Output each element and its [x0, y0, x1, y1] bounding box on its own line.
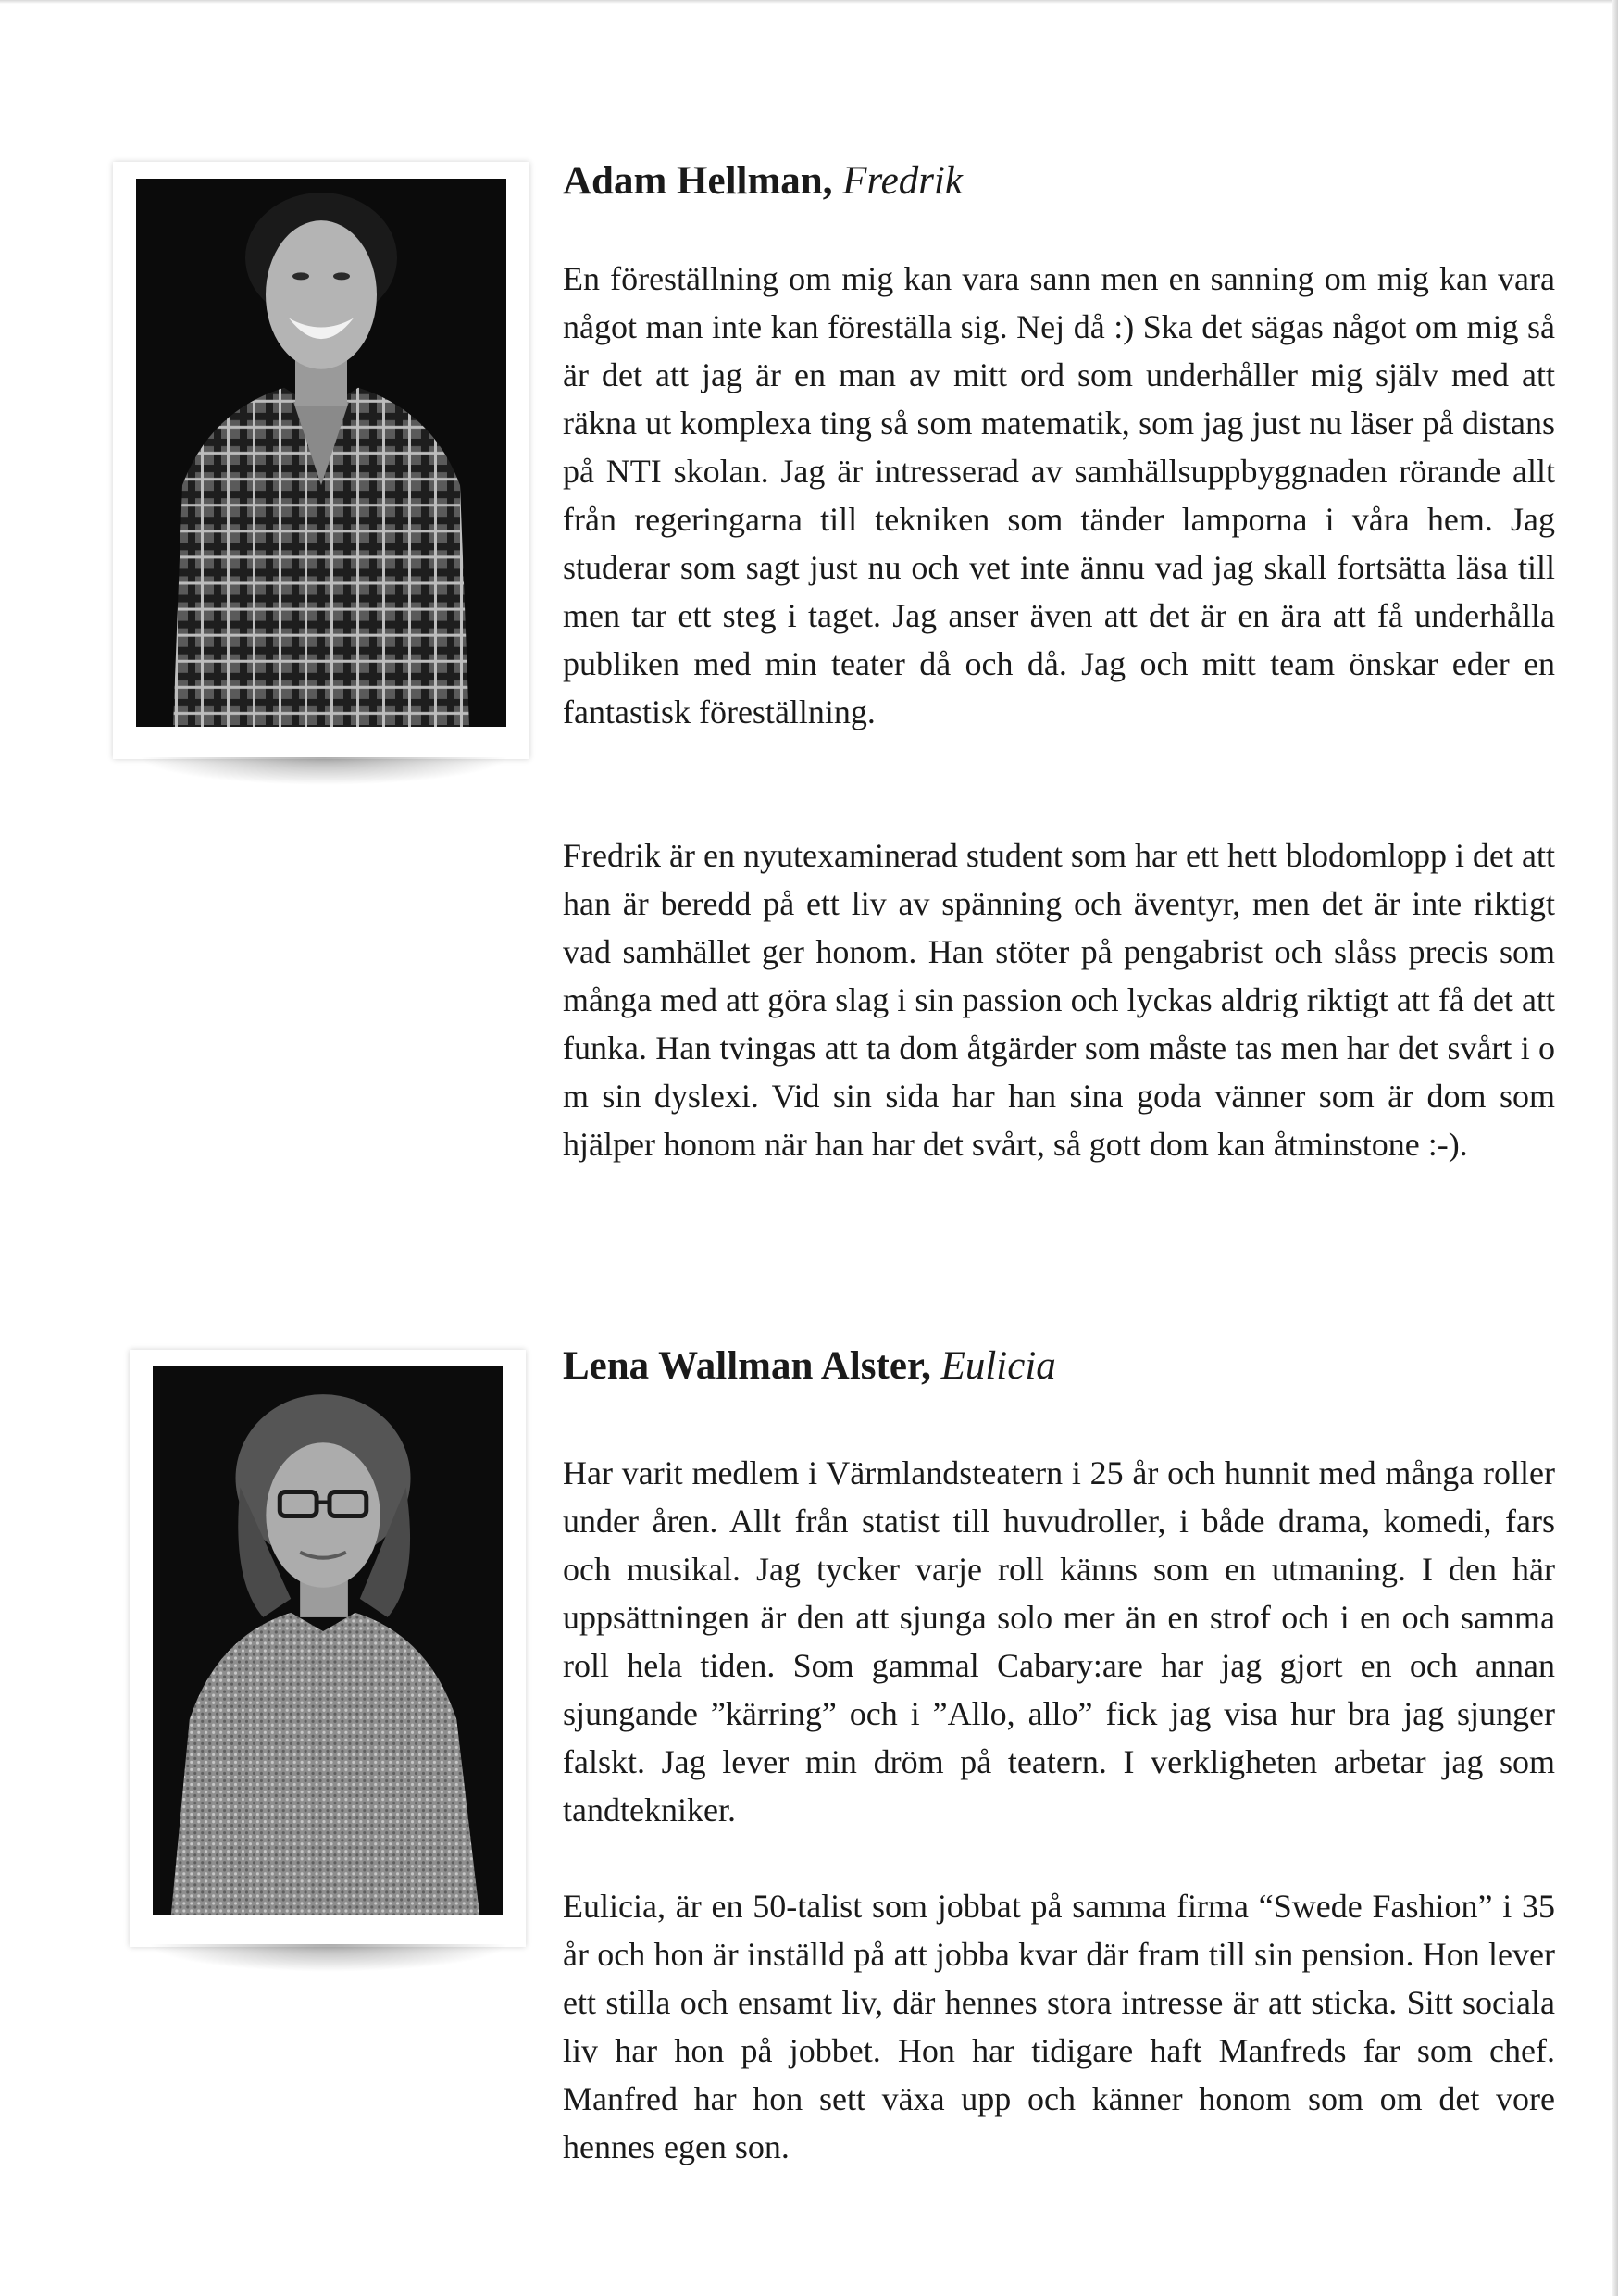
actor-heading	[563, 157, 963, 206]
page-top-edge	[0, 0, 1618, 4]
cast-entry	[0, 1342, 1618, 2231]
portrait-photo	[136, 179, 506, 727]
role-description: Eulicia, är en 50-talist som jobbat på samma firma “Swede Fashion” i 35 år och hon är inställd på att jobba kvar där fram till sin pension. Hon lever ett stilla och ensamt liv, där hennes stora intresse är att sticka. Sitt sociala liv har hon på jobbet. Hon har tidigare haft Manfreds far som chef. Manfred har hon sett växa upp och känner honom som om det vore hennes egen son.	[563, 1888, 1555, 2165]
portrait-illustration	[153, 1366, 503, 1915]
frame-shadow	[148, 1944, 509, 1972]
portrait-frame	[130, 1350, 526, 1947]
actor-bio: En föreställning om mig kan vara sann men en sanning om mig kan vara något man inte kan föreställa sig. Nej då :) Ska det sägas något om mig så är det att jag är en man av mitt ord som underhåller mig själv med att räkna ut komplexa ting så som matematik, som jag just nu läser på distans på NTI skolan. Jag är intresserad av samhällsuppbyggnaden rörande allt från regeringarna till tekniken som tänder lamporna i våra hem. Jag studerar som sagt just nu och vet inte ännu vad jag skall fortsätta läsa till men tar ett steg i taget. Jag anser även att det är en ära att få underhålla publiken med min teater då och då. Jag och mitt team önskar eder en fantastisk föreställning.	[563, 260, 1555, 730]
actor-name: Adam Hellman,	[563, 159, 833, 203]
portrait-frame	[113, 162, 529, 759]
cast-entry	[0, 157, 1618, 1287]
role-description: Fredrik är en nyutexaminerad student som har ett hett blodomlopp i det att han är beredd på ett liv av spänning och äventyr, men det är inte riktigt vad samhället ger honom. Han stöter på pengabrist och slåss precis som många med att göra slag i sin passion och lyckas aldrig riktigt att få det att funka. Han tvingas att ta dom åtgärder som måste tas men har det svårt i o m sin dyslexi. Vid sin sida har han sina goda vänner som är dom som hjälper honom när han har det svårt, så gott dom kan åtminstone :-).	[563, 837, 1555, 1163]
role-name: Eulicia	[940, 1344, 1056, 1388]
portrait-illustration	[136, 179, 506, 727]
role-name: Fredrik	[842, 159, 963, 203]
actor-name: Lena Wallman Alster,	[563, 1344, 931, 1388]
portrait-photo	[153, 1366, 503, 1915]
frame-shadow	[139, 757, 509, 785]
actor-bio: Har varit medlem i Värmlandsteatern i 25 år och hunnit med många roller under åren. Allt från statist till huvudroller, i både drama, komedi, fars och musikal. Jag tycker varje roll känns som en utmaning. I den här uppsättningen är den att sjunga solo mer än en strof och i en och samma roll hela tiden. Som gammal Cabary:are har jag gjort en och annan sjungande ”kärring” och i ”Allo, allo” fick jag visa hur bra jag sjunger falskt. Jag lever min dröm på teatern. I verkligheten arbetar jag som tandtekniker.	[563, 1454, 1555, 1828]
actor-heading	[563, 1342, 1056, 1391]
